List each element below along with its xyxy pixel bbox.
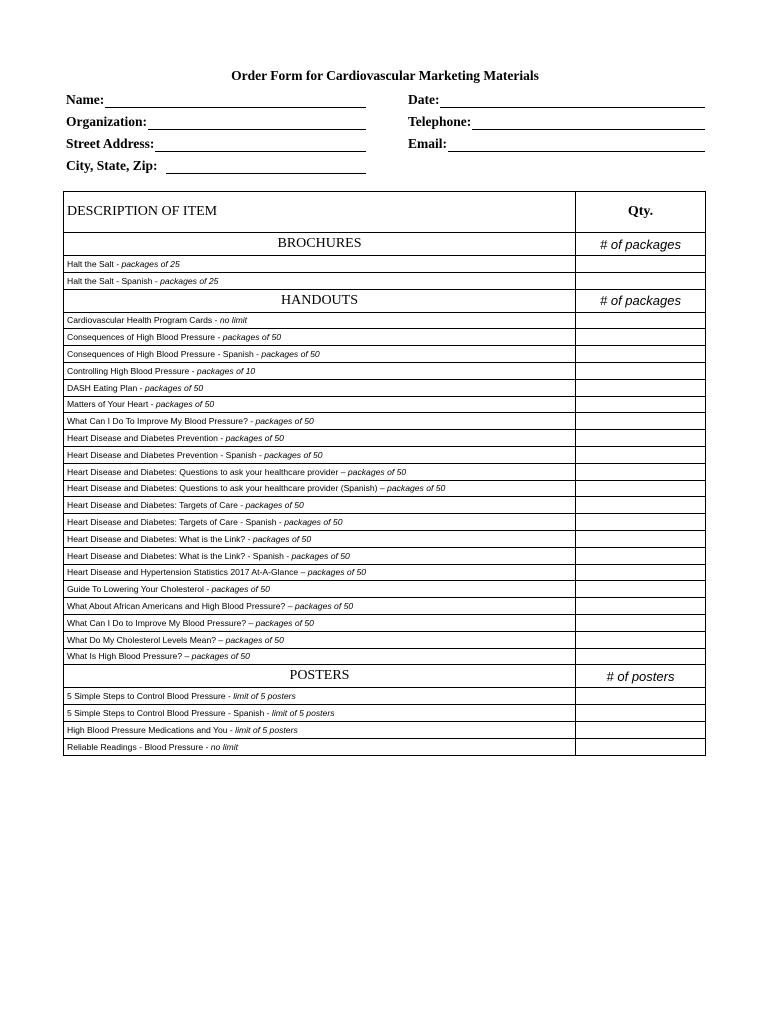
table-row: [64, 514, 706, 531]
table-row: [64, 480, 706, 497]
qty-input-cell[interactable]: [576, 379, 706, 396]
item-description: [64, 362, 576, 379]
item-name: What About African Americans and High Blood Pressure? –: [67, 601, 295, 612]
section-qty-unit: # of posters: [576, 665, 706, 688]
table-row: [64, 564, 706, 581]
table-row: [64, 721, 706, 738]
item-limit-note: packages of 50: [225, 634, 284, 645]
item-name: Halt the Salt - Spanish -: [67, 275, 161, 286]
item-description: [64, 480, 576, 497]
item-description: [64, 272, 576, 289]
table-row: [64, 256, 706, 273]
item-name: 5 Simple Steps to Control Blood Pressure -: [67, 691, 234, 702]
qty-input-cell[interactable]: [576, 721, 706, 738]
item-description: [64, 463, 576, 480]
item-description: [64, 312, 576, 329]
item-description: [64, 564, 576, 581]
table-row: [64, 581, 706, 598]
qty-input-cell[interactable]: [576, 705, 706, 722]
table-row: [64, 631, 706, 648]
item-name: What Do My Cholesterol Levels Mean? –: [67, 634, 226, 645]
qty-input-cell[interactable]: [576, 329, 706, 346]
item-limit-note: packages of 50: [211, 584, 270, 595]
item-description: [64, 514, 576, 531]
item-name: DASH Eating Plan -: [67, 382, 145, 393]
item-limit-note: packages of 50: [264, 449, 323, 460]
section-title: HANDOUTS: [64, 289, 576, 312]
qty-input-cell[interactable]: [576, 396, 706, 413]
item-description: [64, 530, 576, 547]
email-line[interactable]: [448, 137, 705, 152]
telephone-label: Telephone:: [408, 114, 472, 129]
table-row: [64, 312, 706, 329]
item-limit-note: packages of 50: [191, 651, 250, 662]
organization-line[interactable]: [148, 115, 366, 130]
table-row: [64, 547, 706, 564]
item-limit-note: packages of 50: [387, 483, 446, 494]
qty-input-cell[interactable]: [576, 430, 706, 447]
item-limit-note: packages of 50: [252, 533, 312, 544]
date-label: Date:: [408, 92, 440, 107]
city-state-zip-label: City, State, Zip:: [66, 158, 158, 173]
item-name: Heart Disease and Diabetes: Targets of Care -: [67, 500, 246, 511]
item-name: Controlling High Blood Pressure -: [67, 365, 197, 376]
qty-input-cell[interactable]: [576, 446, 706, 463]
table-row: [64, 705, 706, 722]
qty-input-cell[interactable]: [576, 497, 706, 514]
item-description: [64, 396, 576, 413]
qty-input-cell[interactable]: [576, 581, 706, 598]
item-name: Heart Disease and Diabetes Prevention - Spanish -: [67, 449, 265, 460]
item-name: Guide To Lowering Your Cholesterol -: [67, 584, 212, 595]
email-label: Email:: [408, 136, 447, 151]
qty-input-cell[interactable]: [576, 312, 706, 329]
telephone-field[interactable]: [408, 112, 705, 130]
item-limit-note: no limit: [219, 315, 248, 326]
item-name: Consequences of High Blood Pressure -: [67, 332, 223, 343]
item-limit-note: packages of 25: [121, 258, 180, 269]
organization-label: Organization:: [66, 114, 147, 129]
item-name: Cardiovascular Health Program Cards -: [67, 315, 220, 326]
item-limit-note: packages of 25: [160, 275, 219, 286]
item-description: [64, 721, 576, 738]
order-table-body: [64, 192, 706, 756]
organization-field[interactable]: [66, 112, 366, 130]
item-description: [64, 497, 576, 514]
item-name: Heart Disease and Diabetes: Targets of Care - Spanish -: [67, 517, 285, 528]
city-state-zip-field[interactable]: [66, 156, 366, 174]
table-row: [64, 530, 706, 547]
item-description: [64, 430, 576, 447]
item-limit-note: packages of 50: [255, 416, 314, 427]
qty-input-cell[interactable]: [576, 413, 706, 430]
item-limit-note: packages of 50: [261, 349, 320, 360]
name-field[interactable]: [66, 90, 366, 108]
section-qty-unit: # of packages: [576, 233, 706, 256]
item-name: Heart Disease and Hypertension Statistics 2017 At-A-Glance –: [67, 567, 308, 578]
section-qty-unit: # of packages: [576, 289, 706, 312]
section-title: BROCHURES: [64, 233, 576, 256]
qty-input-cell[interactable]: [576, 256, 706, 273]
date-field[interactable]: [408, 90, 705, 108]
street-address-line[interactable]: [155, 137, 366, 152]
date-line[interactable]: [440, 93, 705, 108]
section-header-row: [64, 289, 706, 312]
item-description: [64, 648, 576, 665]
table-row: [64, 430, 706, 447]
qty-input-cell[interactable]: [576, 480, 706, 497]
email-field[interactable]: [408, 134, 705, 152]
table-row: [64, 497, 706, 514]
item-limit-note: packages of 50: [347, 466, 407, 477]
order-table: [63, 191, 706, 756]
item-description: [64, 446, 576, 463]
qty-input-cell[interactable]: [576, 530, 706, 547]
street-address-label: Street Address:: [66, 136, 155, 151]
qty-input-cell[interactable]: [576, 564, 706, 581]
item-limit-note: packages of 50: [245, 500, 304, 511]
table-row: [64, 396, 706, 413]
item-limit-note: limit of 5 posters: [233, 691, 296, 702]
item-limit-note: packages of 50: [144, 382, 204, 393]
item-name: Heart Disease and Diabetes: Questions to ask your healthcare provider (Spanish) –: [67, 483, 388, 494]
item-description: [64, 598, 576, 615]
table-header-row: [64, 192, 706, 233]
item-name: What Can I Do To Improve My Blood Pressure? -: [67, 416, 256, 427]
item-name: Heart Disease and Diabetes: What is the Link? -: [67, 533, 253, 544]
item-limit-note: packages of 50: [222, 332, 282, 343]
table-row: [64, 362, 706, 379]
table-row: [64, 329, 706, 346]
item-limit-note: no limit: [210, 741, 239, 752]
item-description: [64, 688, 576, 705]
item-description: [64, 329, 576, 346]
table-row: [64, 272, 706, 289]
item-description: [64, 256, 576, 273]
qty-input-cell[interactable]: [576, 362, 706, 379]
table-row: [64, 648, 706, 665]
table-row: [64, 413, 706, 430]
item-description: [64, 631, 576, 648]
item-name: 5 Simple Steps to Control Blood Pressure - Spanish -: [67, 708, 272, 719]
item-limit-note: packages of 50: [225, 433, 284, 444]
item-limit-note: limit of 5 posters: [235, 724, 298, 735]
item-name: Consequences of High Blood Pressure - Spanish -: [67, 349, 262, 360]
item-limit-note: packages of 50: [255, 617, 314, 628]
item-description: [64, 705, 576, 722]
item-limit-note: limit of 5 posters: [271, 708, 335, 719]
item-limit-note: packages of 50: [284, 517, 343, 528]
section-header-row: [64, 233, 706, 256]
qty-header: Qty.: [576, 192, 706, 233]
qty-input-cell[interactable]: [576, 346, 706, 363]
item-name: Halt the Salt -: [67, 258, 122, 269]
item-name: Matters of Your Heart -: [67, 399, 156, 410]
qty-input-cell[interactable]: [576, 272, 706, 289]
section-header-row: [64, 665, 706, 688]
qty-input-cell[interactable]: [576, 547, 706, 564]
qty-input-cell[interactable]: [576, 631, 706, 648]
item-description: [64, 413, 576, 430]
item-name: What Can I Do to Improve My Blood Pressure? –: [67, 617, 256, 628]
item-name: Reliable Readings - Blood Pressure -: [67, 741, 211, 752]
table-row: [64, 346, 706, 363]
table-row: [64, 446, 706, 463]
qty-input-cell[interactable]: [576, 688, 706, 705]
qty-input-cell[interactable]: [576, 514, 706, 531]
item-name: What Is High Blood Pressure? –: [67, 651, 192, 662]
item-name: Heart Disease and Diabetes Prevention -: [67, 433, 226, 444]
item-name: High Blood Pressure Medications and You -: [67, 724, 236, 735]
section-title: POSTERS: [64, 665, 576, 688]
table-row: [64, 379, 706, 396]
form-title: Order Form for Cardiovascular Marketing Materials: [231, 68, 539, 83]
street-address-field[interactable]: [66, 134, 366, 152]
item-limit-note: packages of 50: [294, 601, 354, 612]
qty-input-cell[interactable]: [576, 598, 706, 615]
item-description: [64, 346, 576, 363]
item-description: [64, 581, 576, 598]
item-limit-note: packages of 50: [291, 550, 350, 561]
description-header: DESCRIPTION OF ITEM: [64, 192, 576, 233]
name-line[interactable]: [105, 93, 366, 108]
telephone-line[interactable]: [472, 115, 705, 130]
qty-input-cell[interactable]: [576, 614, 706, 631]
item-description: [64, 547, 576, 564]
table-row: [64, 688, 706, 705]
table-row: [64, 463, 706, 480]
table-row: [64, 598, 706, 615]
qty-input-cell[interactable]: [576, 738, 706, 755]
item-description: [64, 738, 576, 755]
city-state-zip-line[interactable]: [166, 159, 366, 174]
item-limit-note: packages of 50: [307, 567, 367, 578]
qty-input-cell[interactable]: [576, 463, 706, 480]
name-label: Name:: [66, 92, 105, 107]
table-row: [64, 614, 706, 631]
item-name: Heart Disease and Diabetes: What is the Link? - Spanish -: [67, 550, 292, 561]
item-limit-note: packages of 50: [155, 399, 215, 410]
item-name: Heart Disease and Diabetes: Questions to ask your healthcare provider –: [67, 466, 348, 477]
item-limit-note: packages of 10: [196, 365, 256, 376]
table-row: [64, 738, 706, 755]
item-description: [64, 614, 576, 631]
item-description: [64, 379, 576, 396]
qty-input-cell[interactable]: [576, 648, 706, 665]
